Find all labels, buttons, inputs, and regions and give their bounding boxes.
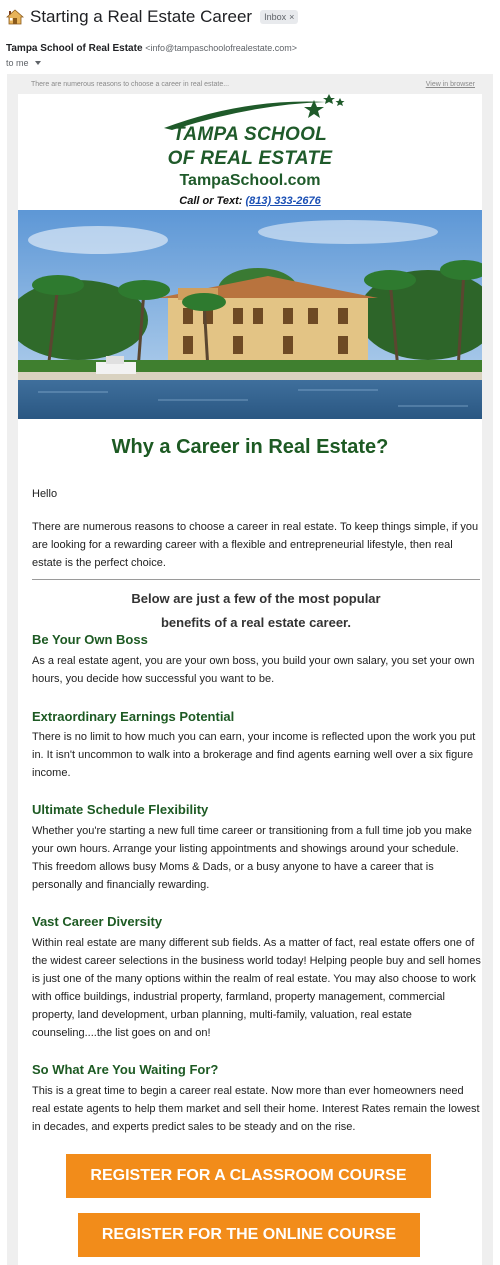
subject-bar: [0, 0, 500, 34]
logo-text-line2: OF REAL ESTATE: [167, 148, 333, 169]
benefits-heading-line2: benefits of a real estate career.: [160, 615, 352, 630]
section-text-earnings: There is no limit to how much you can earn, your income is reflected upon the work you put in. It isn't uncommon to walk into a brokerage and find agents earning well over a six figure income.: [32, 731, 476, 779]
email-body: [18, 94, 482, 1265]
section-title-waiting: So What Are You Waiting For?: [32, 1062, 219, 1077]
preheader-text: There are numerous reasons to choose a career in real estate...: [31, 81, 230, 88]
email-subject: Starting a Real Estate Career: [30, 7, 253, 26]
sender-line: [6, 43, 297, 54]
benefits-heading: [18, 587, 494, 635]
benefits-heading-line1: Below are just a few of the most popular: [131, 591, 381, 606]
recipient-toggle[interactable]: [6, 58, 41, 68]
section-title-earnings: Extraordinary Earnings Potential: [32, 709, 235, 724]
logo-url-text: TampaSchool.com: [179, 172, 321, 189]
chevron-down-icon[interactable]: [35, 61, 41, 65]
section-title-own-boss: Be Your Own Boss: [32, 632, 148, 647]
greeting-text: Hello: [32, 488, 58, 500]
register-classroom-button[interactable]: REGISTER FOR A CLASSROOM COURSE: [66, 1154, 431, 1198]
register-online-button[interactable]: REGISTER FOR THE ONLINE COURSE: [78, 1213, 420, 1257]
section-text-diversity: Within real estate are many different sub fields. As a matter of fact, real estate offers one of the widest career selections in the business world today! Helping people buy and sell homes is just one of the many options within the realm of real estate. You may also choose to work with office buildings, industrial property, farmland, property management, commercial property, land development, urban planning, multi-family, valuation, real estate counseling....the list goes on and on!: [32, 937, 481, 1039]
recipient-label: to me: [6, 58, 29, 68]
section-text-own-boss: As a real estate agent, you are your own boss, you build your own salary, you set your own hours, you decide how successful you want to be.: [32, 655, 475, 685]
call-prefix: Call or Text:: [179, 195, 246, 207]
section-title-diversity: Vast Career Diversity: [32, 914, 163, 929]
waterfront-mansion-image: [18, 210, 482, 419]
email-container: [7, 74, 493, 1265]
sender-name[interactable]: Tampa School of Real Estate: [6, 43, 143, 54]
section-text-flexibility: Whether you're starting a new full time career or transitioning from a full time job you make your own hours. Arrange your listing appointments and showings around your schedule. This freedom allows busy Moms & Dads, or a busy anyone to have a career that is personally and financially rewarding.: [32, 825, 472, 891]
phone-link[interactable]: (813) 333-2676: [245, 195, 321, 207]
remove-label-icon[interactable]: ×: [289, 12, 295, 22]
call-or-text-line: [18, 195, 482, 207]
section-text-waiting: This is a great time to begin a career real estate. Now more than ever homeowners need real estate agents to help them market and sell their home. Interest Rates remain the lowest in decades, and experts predict sales to be steady and on the rise.: [32, 1085, 480, 1133]
logo-text-line1: TAMPA SCHOOL: [172, 124, 328, 145]
view-in-browser-link[interactable]: View in browser: [425, 81, 475, 88]
inbox-label-text: Inbox: [264, 12, 287, 22]
sender-email: <info@tampaschoolofrealestate.com>: [145, 43, 298, 53]
section-divider: [32, 579, 480, 580]
main-headline: Why a Career in Real Estate?: [111, 436, 389, 458]
section-title-flexibility: Ultimate Schedule Flexibility: [32, 802, 209, 817]
intro-paragraph: There are numerous reasons to choose a career in real estate. To keep things simple, if you are looking for a rewarding career with a flexible and entrepreneurial lifestyle, then real estate is the perfect choice.: [32, 521, 479, 569]
inbox-label-chip[interactable]: [260, 10, 298, 24]
house-icon: [6, 8, 24, 26]
